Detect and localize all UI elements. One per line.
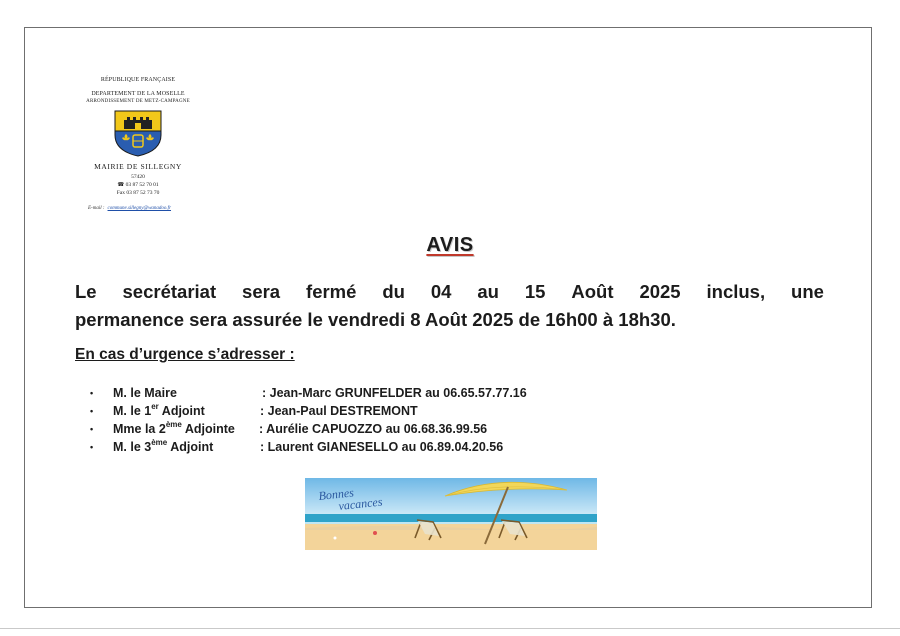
announcement-word: inclus, xyxy=(706,281,766,302)
bullet-icon: • xyxy=(90,424,94,434)
phone-number: ☎ 03 87 52 70 01 xyxy=(117,182,159,188)
contact-role: M. le 1er Adjoint xyxy=(113,402,205,418)
contact-detail: : Jean-Marc GRUNFELDER au 06.65.57.77.16 xyxy=(262,386,527,400)
contact-role: M. le 3ème Adjoint xyxy=(113,438,214,454)
letterhead xyxy=(80,76,196,197)
announcement-word: 2025 xyxy=(639,281,681,302)
notice-title xyxy=(0,234,900,257)
mairie-name: MAIRIE DE SILLEGNY xyxy=(94,162,182,171)
contact-detail: : Aurélie CAPUOZZO au 06.68.36.99.56 xyxy=(259,422,488,436)
announcement-line-2: permanence sera assurée le vendredi 8 Août 2025 de 16h00 à 18h30. xyxy=(75,309,676,330)
announcement-word: 15 xyxy=(524,281,546,302)
departement-label: DEPARTEMENT DE LA MOSELLE xyxy=(91,91,185,97)
announcement-word: Août xyxy=(571,281,614,302)
announcement-word: du xyxy=(382,281,405,302)
email-link[interactable]: commune.sillegny@wanadoo.fr xyxy=(107,206,172,211)
bonnes-text: Bonnes xyxy=(317,485,355,503)
announcement-word: au xyxy=(477,281,499,302)
announcement-word: une xyxy=(791,281,824,302)
contact-role: M. le Maire xyxy=(113,386,177,400)
republique-label: RÉPUBLIQUE FRANÇAISE xyxy=(100,77,176,83)
beach-scene-image xyxy=(305,478,597,550)
announcement-word: Le xyxy=(75,281,97,302)
bonnes-vacances-banner xyxy=(305,478,597,550)
announcement-text xyxy=(75,278,824,334)
notice-title-text: AVIS xyxy=(426,234,474,256)
contact-detail: : Jean-Paul DESTREMONT xyxy=(260,404,418,418)
postcode: 57420 xyxy=(131,174,145,180)
arrondissement-label: ARRONDISSEMENT DE METZ-CAMPAGNE xyxy=(86,99,190,104)
contact-detail: : Laurent GIANESELLO au 06.89.04.20.56 xyxy=(260,440,504,454)
coat-of-arms-icon xyxy=(113,109,163,157)
bullet-icon: • xyxy=(90,388,94,398)
email-label: E-mail : xyxy=(88,206,105,211)
bullet-icon: • xyxy=(90,406,94,416)
announcement-word: sera xyxy=(242,281,281,302)
email-line xyxy=(88,206,171,211)
announcement-word: secrétariat xyxy=(122,281,217,302)
contact-role: Mme la 2ème Adjointe xyxy=(113,420,235,436)
fax-number: Fax 03 87 52 73 70 xyxy=(116,190,160,196)
page-divider xyxy=(0,628,900,629)
announcement-word: 04 xyxy=(430,281,452,302)
bullet-icon: • xyxy=(90,442,94,452)
announcement-line-1 xyxy=(75,278,824,306)
announcement-word: fermé xyxy=(306,281,357,302)
urgence-heading: En cas d’urgence s’adresser : xyxy=(75,346,295,363)
vacances-text: vacances xyxy=(337,494,384,513)
